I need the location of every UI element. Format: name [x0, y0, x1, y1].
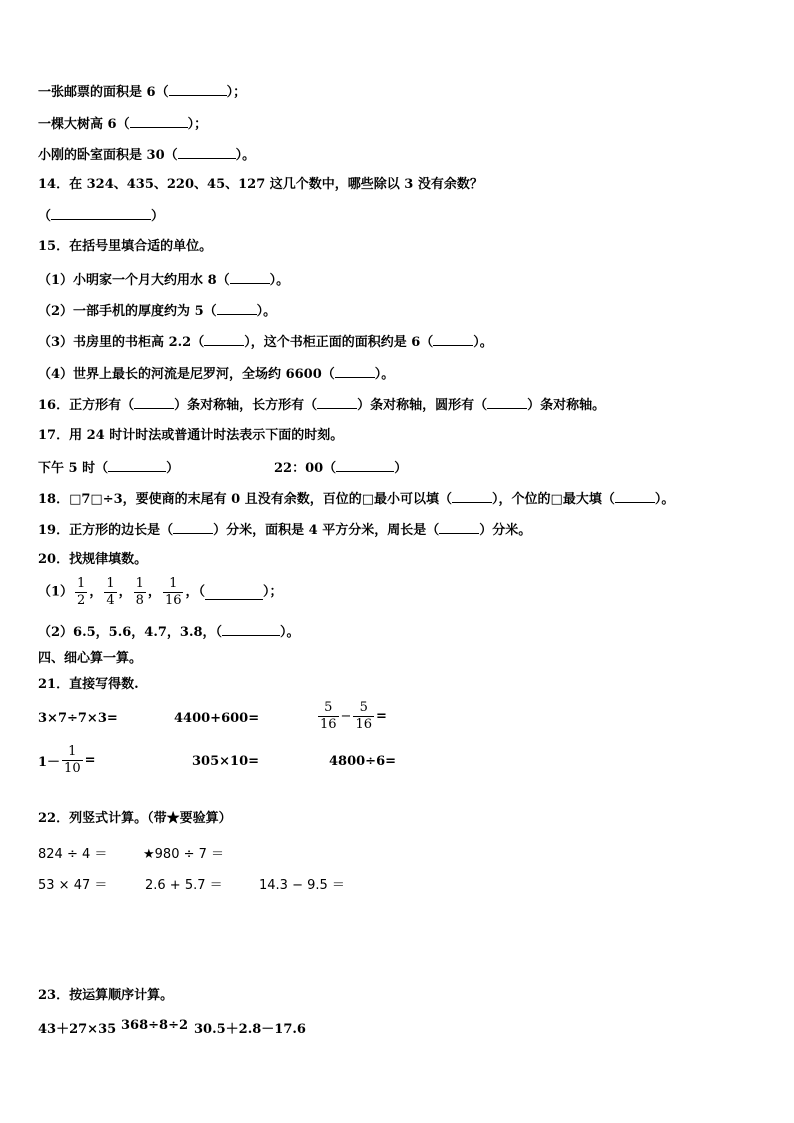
denominator: 2 — [77, 593, 86, 608]
text: ）。 — [374, 367, 395, 382]
text: ） — [394, 461, 408, 476]
question-21 — [38, 676, 139, 694]
text: （2）一部手机的厚度约为 5（ — [38, 304, 217, 319]
text: ）条对称轴，长方形有（ — [174, 398, 318, 413]
denominator: 8 — [135, 593, 144, 608]
numerator: 5 — [324, 700, 333, 715]
question-16 — [38, 395, 605, 415]
text: ）。 — [473, 335, 493, 350]
numerator: 1 — [106, 576, 115, 591]
numerator: 1 — [135, 576, 144, 591]
expr-22-3: 53 × 47 ＝ — [38, 878, 108, 893]
expr-23-2: 368÷8÷2 — [121, 1018, 189, 1033]
question-20-1 — [38, 576, 283, 609]
text: 一棵大树高 6（ — [38, 117, 130, 132]
text: （1） — [38, 584, 74, 600]
answer-blank[interactable] — [205, 586, 263, 600]
expr-21-5: 305×10= — [192, 754, 260, 769]
text: 小刚的卧室面积是 30（ — [38, 148, 178, 163]
answer-blank[interactable] — [51, 206, 151, 220]
fraction — [104, 576, 116, 609]
fraction — [62, 744, 83, 777]
answer-blank[interactable] — [487, 395, 527, 409]
question-text: 15．在括号里填合适的单位。 — [38, 239, 213, 254]
answer-blank[interactable] — [433, 332, 473, 346]
question-text: 20．找规律填数。 — [38, 552, 148, 567]
text: ），个位的□最大填（ — [492, 492, 615, 507]
text: ）； — [263, 584, 283, 600]
numerator: 1 — [68, 744, 77, 759]
fraction — [353, 700, 374, 733]
text: （1）小明家一个月大约用水 8（ — [38, 273, 230, 288]
question-23 — [38, 987, 173, 1005]
fraction — [163, 576, 184, 609]
answer-blank[interactable] — [615, 489, 655, 503]
text: ）分米。 — [479, 523, 532, 538]
expr-22-5: 14.3 − 9.5 ＝ — [259, 878, 345, 893]
text: （2）6.5，5.6，4.7，3.8，（ — [38, 625, 223, 640]
text: ）分米，面积是 4 平方分米，周长是（ — [213, 523, 440, 538]
answer-blank[interactable] — [134, 395, 174, 409]
numerator: 5 — [359, 700, 368, 715]
question-15 — [38, 238, 212, 256]
answer-blank[interactable] — [336, 458, 394, 472]
denominator: 4 — [106, 593, 115, 608]
section-4-heading — [38, 650, 142, 668]
text: 下午 5 时（ — [38, 461, 109, 476]
question-15-1 — [38, 270, 289, 290]
line-tree-height — [38, 114, 207, 134]
expr-23-1: 43＋27×35 — [38, 1022, 117, 1037]
question-22 — [38, 810, 232, 828]
text: （4）世界上最长的河流是尼罗河，全场约 6600（ — [38, 367, 335, 382]
text: ） — [166, 461, 180, 476]
expr-21-3 — [316, 700, 387, 733]
answer-blank[interactable] — [178, 145, 236, 159]
expr-21-2: 4400+600= — [174, 711, 260, 726]
question-19 — [38, 520, 531, 540]
text: 19．正方形的边长是（ — [38, 523, 174, 538]
expr-22-4: 2.6 + 5.7 ＝ — [145, 878, 223, 893]
denominator: 16 — [320, 717, 337, 732]
text: ）； — [226, 85, 247, 100]
separator: ， — [147, 584, 161, 600]
section-title: 四、细心算一算。 — [38, 651, 143, 666]
text: 一张邮票的面积是 6（ — [38, 85, 169, 100]
equals: = — [376, 709, 387, 724]
text: ） — [151, 209, 165, 224]
separator: ， — [89, 584, 103, 600]
fraction — [75, 576, 87, 609]
answer-blank[interactable] — [108, 458, 166, 472]
expr-21-1: 3×7÷7×3= — [38, 711, 118, 726]
expr-22-2: ★980 ÷ 7 ＝ — [143, 847, 225, 862]
denominator: 16 — [355, 717, 372, 732]
answer-blank[interactable] — [217, 301, 257, 315]
question-20-2 — [38, 622, 300, 642]
expr-23-3: 30.5＋2.8－17.6 — [194, 1022, 306, 1037]
denominator: 10 — [64, 761, 81, 776]
text: 18．□7□÷3，要使商的末尾有 0 且没有余数，百位的□最小可以填（ — [38, 492, 453, 507]
text: ）。 — [280, 625, 300, 640]
text: ）； — [187, 117, 208, 132]
fraction — [134, 576, 146, 609]
text: ），这个书柜正面的面积约是 6（ — [244, 335, 434, 350]
question-text: 14．在 324、435、220、45、127 这几个数中，哪些除以 3 没有余数？ — [38, 177, 483, 192]
text: 1－ — [38, 755, 61, 770]
fraction — [318, 700, 339, 733]
answer-blank[interactable] — [173, 520, 213, 534]
question-text: 23．按运算顺序计算。 — [38, 988, 174, 1003]
answer-blank[interactable] — [204, 332, 244, 346]
answer-blank[interactable] — [222, 622, 280, 636]
question-17-2 — [274, 458, 407, 478]
answer-blank[interactable] — [452, 489, 492, 503]
separator: ， — [185, 584, 199, 600]
question-18 — [38, 489, 674, 509]
numerator: 1 — [169, 576, 178, 591]
text: ）。 — [235, 148, 256, 163]
text: 22：00（ — [274, 461, 337, 476]
question-text: 21．直接写得数. — [38, 677, 139, 692]
text: （ — [198, 584, 206, 600]
answer-blank[interactable] — [439, 520, 479, 534]
denominator: 16 — [164, 593, 182, 608]
question-14-answer — [38, 206, 164, 226]
question-14 — [38, 176, 483, 194]
answer-blank[interactable] — [230, 270, 270, 284]
question-15-4 — [38, 364, 394, 384]
question-17-1 — [38, 458, 179, 478]
question-text: 22．列竖式计算。（带★要验算） — [38, 811, 232, 826]
text: ）。 — [256, 304, 277, 319]
separator: ， — [118, 584, 132, 600]
text: ）。 — [269, 273, 290, 288]
text: ）条对称轴。 — [527, 398, 606, 413]
line-stamp-area — [38, 82, 246, 102]
text: ）条对称轴，圆形有（ — [357, 398, 488, 413]
question-15-3 — [38, 332, 493, 352]
answer-blank[interactable] — [169, 82, 227, 96]
equals: = — [84, 753, 96, 768]
text: ）。 — [654, 492, 675, 507]
operator: − — [340, 709, 352, 724]
question-15-2 — [38, 301, 276, 321]
expr-21-6: 4800÷6= — [329, 754, 397, 769]
answer-blank[interactable] — [317, 395, 357, 409]
question-17 — [38, 427, 343, 445]
text: （3）书房里的书柜高 2.2（ — [38, 335, 205, 350]
line-bedroom-area — [38, 145, 255, 165]
question-text: 17．用 24 时计时法或普通计时法表示下面的时刻。 — [38, 428, 344, 443]
text: （ — [38, 209, 52, 224]
answer-blank[interactable] — [130, 114, 188, 128]
question-20 — [38, 551, 147, 569]
answer-blank[interactable] — [335, 364, 375, 378]
expr-22-1: 824 ÷ 4 ＝ — [38, 847, 108, 862]
text: 16．正方形有（ — [38, 398, 135, 413]
numerator: 1 — [77, 576, 86, 591]
expr-21-4 — [38, 744, 96, 777]
